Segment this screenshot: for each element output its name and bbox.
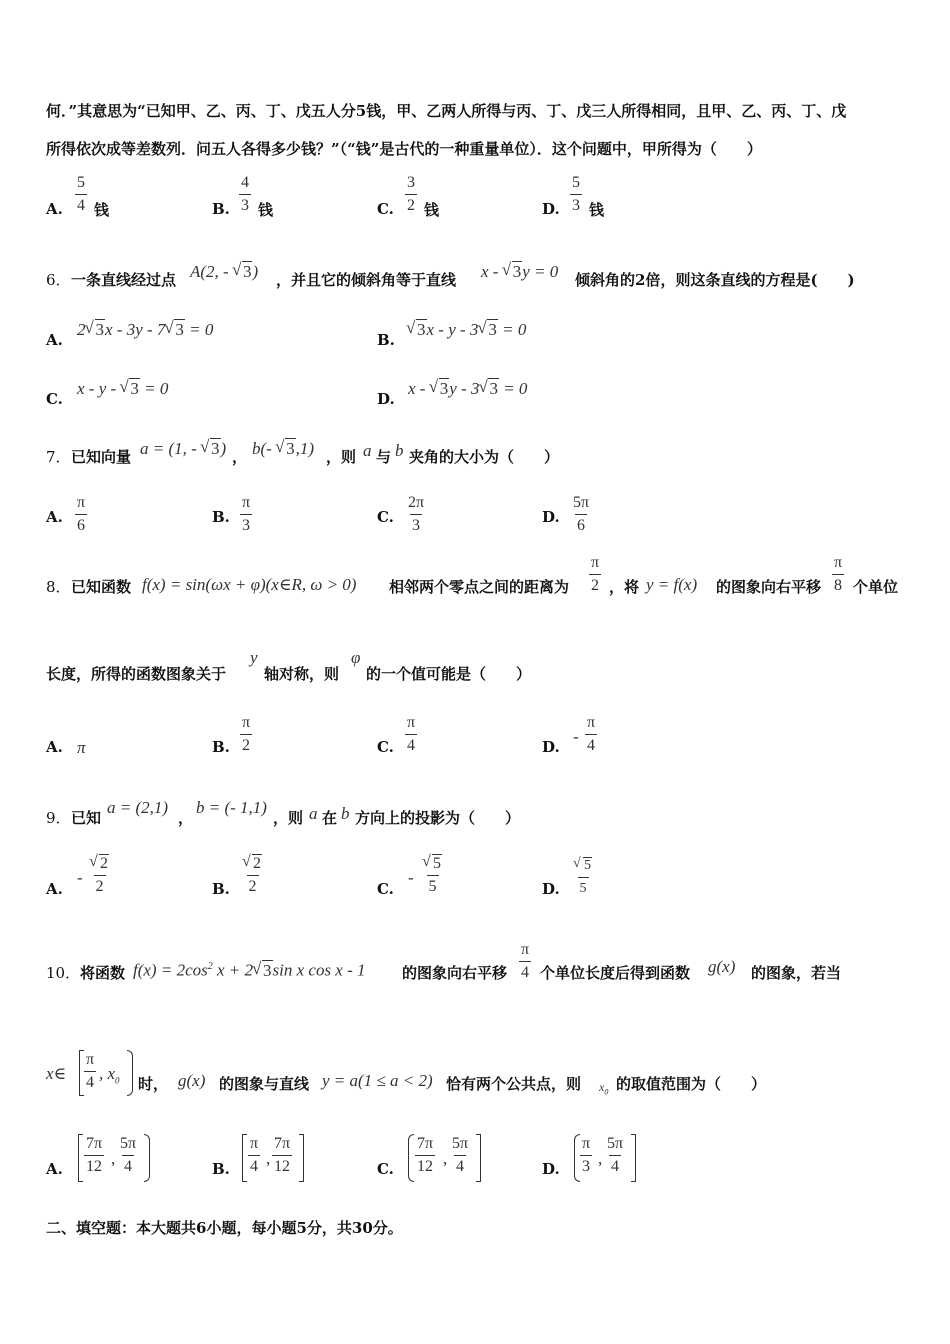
q10-option-a-comma: , (111, 1149, 116, 1168)
q10-option-d-comma: , (598, 1149, 603, 1168)
q10-option-b-end: $\frac{7\pi}{12}$ (274, 1135, 291, 1175)
q5-option-b-unit: 钱 (258, 201, 274, 219)
q10-option-c-start: $\frac{7\pi}{12}$ (417, 1135, 434, 1175)
q10-x0: $x_0$ (599, 1080, 609, 1097)
q10-option-c-left (408, 1134, 414, 1182)
q5-option-c-label: C. (377, 200, 394, 218)
q10-text-8: 的取值范围为（ ） (616, 1075, 767, 1093)
q9-text-2: ，则 (273, 809, 304, 827)
q10-g2: g(x) (178, 1071, 206, 1090)
q10-option-c-right (476, 1134, 481, 1182)
q9-text-4: 方向上的投影为（ ） (355, 809, 521, 827)
q7-vector-a: a = (1, - √ 3) (140, 439, 226, 459)
q6-text-3: 倾斜角的2倍，则这条直线的方程是( ) (575, 271, 855, 289)
q7-option-c-label: C. (377, 508, 394, 526)
q5-option-c-unit: 钱 (424, 201, 440, 219)
q5-option-b-value: $\frac{4}{3}$ (241, 174, 249, 214)
q8-option-b-value: $\frac{\pi}{2}$ (242, 714, 251, 754)
q9-a: a (309, 804, 318, 823)
q9-option-a-label: A. (46, 880, 63, 898)
q9-option-a-value: √ $\frac{2}{2}$ (88, 855, 111, 896)
q7-option-a-value: $\frac{\pi}{6}$ (77, 494, 86, 534)
q7-text-4: 夹角的大小为（ ） (409, 448, 560, 466)
q10-option-b-left (242, 1134, 247, 1182)
q10-number: 10． (46, 964, 81, 982)
q6-option-d-value: x - √ 3y - 3√ 3 = 0 (408, 379, 527, 399)
q10-text-5: 时， (138, 1075, 169, 1093)
q7-option-d-label: D. (542, 508, 560, 526)
q10-text-2: 的图象向右平移 (402, 964, 508, 982)
q8-option-a-label: A. (46, 738, 63, 756)
q10-function: $f(x) = 2\cos^2$ x + 2√ 3sin x cos x - 1 (133, 957, 366, 981)
q7-option-c-value: $\frac{2\pi}{3}$ (408, 494, 425, 534)
q9-number: 9． (46, 809, 71, 827)
q5-text-line1: 何．”其意思为“已知甲、乙、丙、丁、戊五人分5钱，甲、乙两人所得与丙、丁、戊三人所得相同，且甲、乙、丙、丁、戊 (46, 102, 847, 120)
q10-option-b-right (299, 1134, 304, 1182)
q10-text-7: 恰有两个公共点，则 (446, 1075, 582, 1093)
q8-text-5: 个单位 (853, 578, 899, 596)
q7-b: b (395, 441, 404, 460)
q9-option-d-value: √ $\frac{5}{5}$ (572, 857, 594, 898)
q7-option-b-value: $\frac{\pi}{3}$ (242, 494, 251, 534)
q7-text-1: 已知向量 (71, 448, 132, 466)
q7-option-d-value: $\frac{5\pi}{6}$ (573, 494, 590, 534)
q6-option-d-label: D. (377, 390, 395, 408)
q10-option-d-end: $\frac{5\pi}{4}$ (607, 1135, 624, 1175)
q5-option-c-value: $\frac{3}{2}$ (407, 174, 415, 214)
q8-option-d-sign: - (573, 727, 579, 746)
q10-option-b-comma: , (266, 1149, 271, 1168)
section-2-heading: 二、填空题：本大题共6小题，每小题5分，共30分。 (46, 1219, 403, 1237)
q5-option-d-unit: 钱 (589, 201, 605, 219)
q10-option-b-start: $\frac{\pi}{4}$ (250, 1135, 259, 1175)
q6-option-a-label: A. (46, 331, 63, 349)
q9-option-c-sign: - (408, 868, 414, 887)
q9-comma: ， (178, 809, 194, 827)
q10-interval-right-paren (127, 1050, 133, 1096)
q7-option-a-label: A. (46, 508, 63, 526)
q8-option-d-label: D. (542, 738, 560, 756)
q8-option-b-label: B. (212, 738, 230, 756)
q5-option-a-label: A. (46, 200, 63, 218)
q10-option-a-end: $\frac{5\pi}{4}$ (120, 1135, 137, 1175)
q8-text-2: 相邻两个零点之间的距离为 (389, 578, 570, 596)
q5-option-b-label: B. (212, 200, 230, 218)
q10-option-c-comma: , (443, 1149, 448, 1168)
q10-option-d-right (631, 1134, 636, 1182)
q6-option-c-label: C. (46, 390, 63, 408)
q6-point: A(2, - √ 3) (190, 262, 258, 282)
q8-text-1: 已知函数 (71, 578, 132, 596)
q5-text-line2: 所得依次成等差数列．问五人各得多少钱？”（“钱”是古代的一种重量单位）．这个问题中，甲所得为（ ） (46, 140, 762, 158)
q10-g: g(x) (708, 957, 736, 976)
q8-option-c-value: $\frac{\pi}{4}$ (407, 714, 416, 754)
q9-option-c-value: √ $\frac{5}{5}$ (421, 855, 444, 896)
q7-number: 7． (46, 448, 71, 466)
q10-text-6: 的图象与直线 (219, 1075, 310, 1093)
q7-comma: ， (232, 448, 248, 466)
q9-option-c-label: C. (377, 880, 394, 898)
q5-option-d-value: $\frac{5}{3}$ (572, 174, 580, 214)
q10-option-c-end: $\frac{5\pi}{4}$ (452, 1135, 469, 1175)
q7-a: a (363, 441, 372, 460)
q7-text-2: ，则 (326, 448, 357, 466)
q10-text-3: 个单位长度后得到函数 (540, 964, 691, 982)
q10-text-1: 将函数 (80, 964, 126, 982)
q6-text-1: 一条直线经过点 (71, 271, 177, 289)
q10-text-4: 的图象，若当 (751, 964, 842, 982)
q9-option-a-sign: - (77, 868, 83, 887)
q10-option-d-start: $\frac{\pi}{3}$ (582, 1135, 591, 1175)
q8-function: f(x) = sin(ωx + φ)(x∈R, ω > 0) (142, 575, 357, 594)
q10-shift: $\frac{\pi}{4}$ (521, 941, 530, 981)
q8-line2-c: 的一个值可能是（ ） (366, 665, 532, 683)
q10-interval-x0: , $x_0$ (99, 1064, 120, 1086)
q9-text-3: 在 (322, 809, 338, 827)
q10-option-a-start: $\frac{7\pi}{12}$ (86, 1135, 103, 1175)
q10-option-a-right (144, 1134, 150, 1182)
q10-interval-start: $\frac{\pi}{4}$ (86, 1051, 95, 1091)
q9-vector-a: a = (2,1) (107, 798, 169, 817)
q6-line-equation: x - √ 3y = 0 (481, 262, 558, 282)
q5-option-d-label: D. (542, 200, 560, 218)
q8-y-equals-f: y = f(x) (646, 575, 698, 594)
q7-vector-b: b(- √ 3,1) (252, 439, 314, 459)
q8-line2-a: 长度，所得的函数图象关于 (46, 665, 227, 683)
q10-option-a-label: A. (46, 1160, 63, 1178)
q10-option-d-label: D. (542, 1160, 560, 1178)
q8-option-c-label: C. (377, 738, 394, 756)
q5-option-a-value: $\frac{5}{4}$ (77, 174, 85, 214)
q6-number: 6． (46, 271, 71, 289)
q6-text-2: ，并且它的倾斜角等于直线 (276, 271, 457, 289)
q10-option-a-left (78, 1134, 83, 1182)
q9-text-1: 已知 (71, 809, 102, 827)
q10-x-in: x∈ (46, 1064, 67, 1083)
q9-vector-b: b = (- 1,1) (196, 798, 267, 817)
q6-option-b-value: √ 3x - y - 3√ 3 = 0 (407, 320, 526, 340)
q8-line2-b: 轴对称，则 (264, 665, 340, 683)
q8-distance: $\frac{\pi}{2}$ (591, 554, 600, 594)
q8-y-axis: y (250, 648, 258, 667)
q8-option-d-value: $\frac{\pi}{4}$ (587, 714, 596, 754)
q8-number: 8． (46, 578, 71, 596)
q6-option-b-label: B. (377, 331, 395, 349)
q10-line: y = a(1 ≤ a < 2) (322, 1071, 433, 1090)
q6-option-a-value: 2√ 3x - 3y - 7√ 3 = 0 (77, 320, 213, 340)
q8-text-4: 的图象向右平移 (716, 578, 822, 596)
q6-option-c-value: x - y - √ 3 = 0 (77, 379, 168, 399)
q8-phi: φ (351, 648, 361, 667)
q9-option-b-value: √ $\frac{2}{2}$ (241, 855, 264, 896)
q8-shift: $\frac{\pi}{8}$ (834, 554, 843, 594)
q8-text-3: ，将 (609, 578, 640, 596)
q10-option-c-label: C. (377, 1160, 394, 1178)
q5-option-a-unit: 钱 (94, 201, 110, 219)
q10-option-b-label: B. (212, 1160, 230, 1178)
q7-option-b-label: B. (212, 508, 230, 526)
q9-option-d-label: D. (542, 880, 560, 898)
q8-option-a-value: π (77, 738, 86, 757)
q9-b: b (341, 804, 350, 823)
q7-text-3: 与 (376, 448, 392, 466)
q9-option-b-label: B. (212, 880, 230, 898)
